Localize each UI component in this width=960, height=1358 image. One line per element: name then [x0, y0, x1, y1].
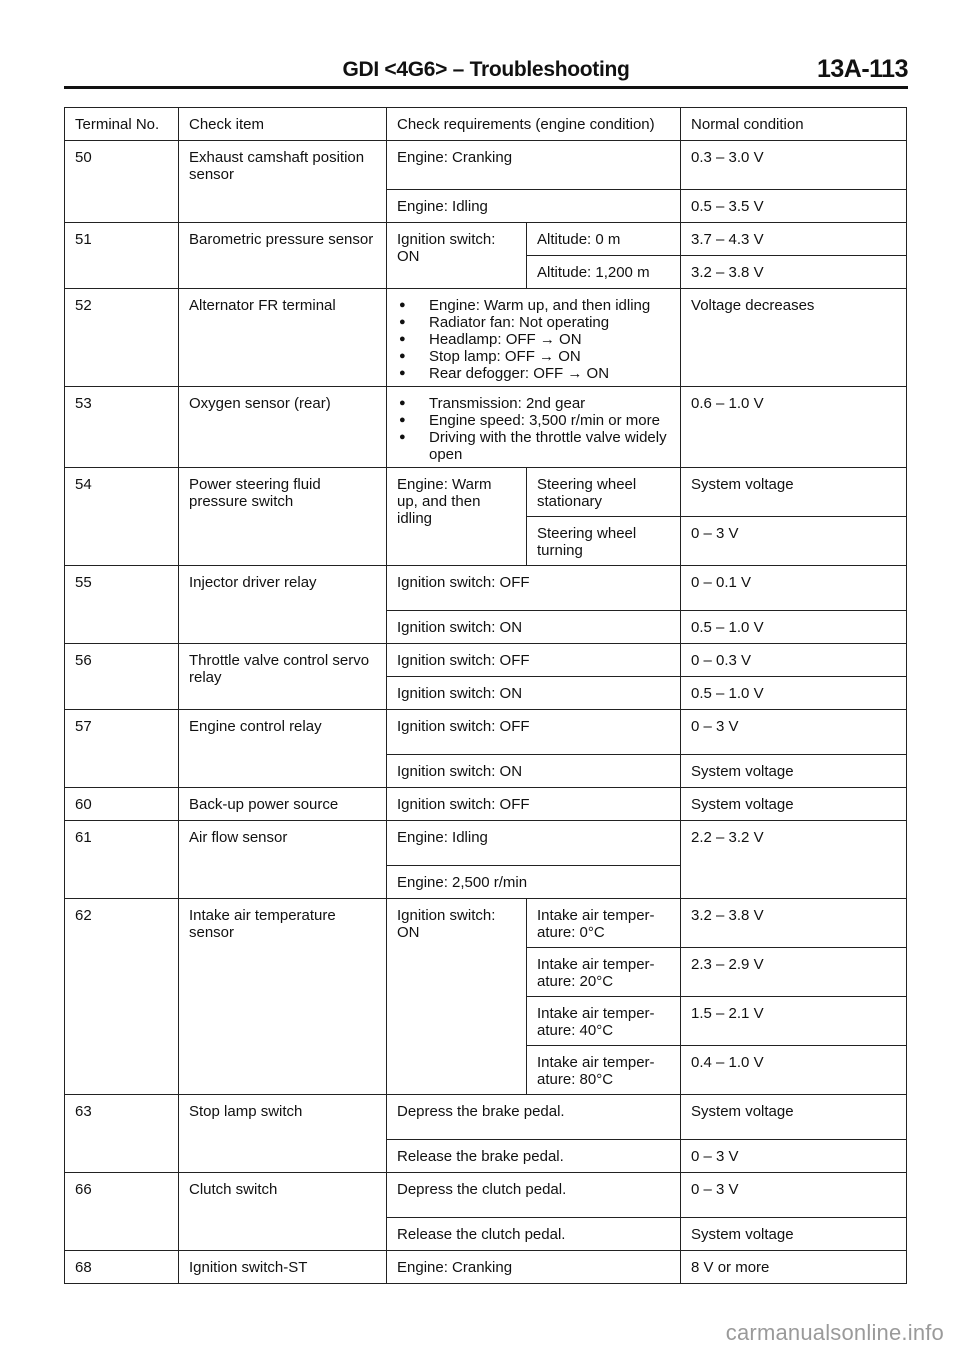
normal-condition: System voltage — [681, 755, 907, 788]
table-row — [65, 899, 907, 948]
terminal-number: 56 — [65, 644, 179, 710]
terminal-number: 57 — [65, 710, 179, 788]
terminal-number: 63 — [65, 1095, 179, 1173]
table-row — [65, 566, 907, 611]
table-row — [65, 821, 907, 866]
normal-condition: 1.5 – 2.1 V — [681, 997, 907, 1046]
check-requirement: Ignition switch: OFF — [387, 644, 681, 677]
normal-condition: 8 V or more — [681, 1251, 907, 1284]
check-item: Back-up power source — [179, 788, 387, 821]
check-requirement: Ignition switch: ON — [387, 223, 527, 289]
list-item: ● Rear defogger: OFF → ON — [397, 365, 670, 382]
check-requirement: Depress the clutch pedal. — [387, 1173, 681, 1218]
check-requirement: Engine: Cranking — [387, 1251, 681, 1284]
terminal-number: 50 — [65, 141, 179, 223]
table-row — [65, 141, 907, 190]
normal-condition: 0 – 3 V — [681, 710, 907, 755]
check-requirement: Engine: Cranking — [387, 141, 681, 190]
check-item: Barometric pressure sensor — [179, 223, 387, 289]
terminal-number: 51 — [65, 223, 179, 289]
list-item: ● Stop lamp: OFF → ON — [397, 348, 670, 365]
check-requirement: Depress the brake pedal. — [387, 1095, 681, 1140]
check-sub-requirement: Intake air temper- ature: 40°C — [527, 997, 681, 1046]
check-requirement: Engine: Idling — [387, 190, 681, 223]
check-sub-requirement: Altitude: 1,200 m — [527, 256, 681, 289]
column-header-check-item: Check item — [179, 108, 387, 141]
check-requirement: Ignition switch: OFF — [387, 788, 681, 821]
normal-condition: 0.5 – 1.0 V — [681, 677, 907, 710]
check-item: Exhaust camshaft position sensor — [179, 141, 387, 223]
header-rule — [64, 86, 908, 89]
check-requirement: Ignition switch: ON — [387, 611, 681, 644]
normal-condition: 0.6 – 1.0 V — [681, 387, 907, 468]
normal-condition: 3.7 – 4.3 V — [681, 223, 907, 256]
requirement-list — [397, 395, 670, 463]
table-row — [65, 1095, 907, 1140]
page-header — [64, 55, 908, 88]
check-sub-requirement: Intake air temper- ature: 0°C — [527, 899, 681, 948]
table-row — [65, 710, 907, 755]
check-item: Intake air temperature sensor — [179, 899, 387, 1095]
normal-condition: System voltage — [681, 1095, 907, 1140]
table-row — [65, 387, 907, 468]
check-requirement: Release the clutch pedal. — [387, 1218, 681, 1251]
list-item: ● Engine: Warm up, and then idling — [397, 297, 670, 314]
normal-condition: 2.2 – 3.2 V — [681, 821, 907, 899]
page-title: GDI <4G6> – Troubleshooting — [342, 58, 630, 81]
check-sub-requirement: Steering wheel turning — [527, 517, 681, 566]
check-requirement: Release the brake pedal. — [387, 1140, 681, 1173]
normal-condition: 0 – 3 V — [681, 1173, 907, 1218]
check-requirement: Engine: Warm up, and then idling — [387, 468, 527, 566]
check-item: Stop lamp switch — [179, 1095, 387, 1173]
page-number: 13A-113 — [816, 55, 908, 83]
normal-condition: 0 – 0.3 V — [681, 644, 907, 677]
list-item: ● Driving with the throttle valve widely open — [397, 429, 670, 463]
list-item: ● Transmission: 2nd gear — [397, 395, 670, 412]
terminal-number: 53 — [65, 387, 179, 468]
check-item: Engine control relay — [179, 710, 387, 788]
terminal-check-table — [64, 107, 907, 1284]
table-row — [65, 788, 907, 821]
column-header-terminal: Terminal No. — [65, 108, 179, 141]
table-header-row — [65, 108, 907, 141]
check-requirement: Engine: 2,500 r/min — [387, 866, 681, 899]
check-sub-requirement: Altitude: 0 m — [527, 223, 681, 256]
terminal-number: 62 — [65, 899, 179, 1095]
normal-condition: 3.2 – 3.8 V — [681, 899, 907, 948]
normal-condition: 0.5 – 3.5 V — [681, 190, 907, 223]
check-item: Clutch switch — [179, 1173, 387, 1251]
requirement-list — [397, 297, 670, 382]
normal-condition: 0 – 3 V — [681, 1140, 907, 1173]
check-requirement: Ignition switch: ON — [387, 755, 681, 788]
column-header-requirements: Check requirements (engine condition) — [387, 108, 681, 141]
check-requirement: Ignition switch: OFF — [387, 566, 681, 611]
check-item: Injector driver relay — [179, 566, 387, 644]
check-requirement — [387, 387, 681, 468]
terminal-number: 66 — [65, 1173, 179, 1251]
list-item: ● Headlamp: OFF → ON — [397, 331, 670, 348]
check-requirement: Engine: Idling — [387, 821, 681, 866]
normal-condition: 0.5 – 1.0 V — [681, 611, 907, 644]
check-requirement — [387, 289, 681, 387]
normal-condition: System voltage — [681, 788, 907, 821]
normal-condition: 0.3 – 3.0 V — [681, 141, 907, 190]
normal-condition: System voltage — [681, 1218, 907, 1251]
check-item: Air flow sensor — [179, 821, 387, 899]
terminal-number: 52 — [65, 289, 179, 387]
normal-condition: 2.3 – 2.9 V — [681, 948, 907, 997]
normal-condition: 0 – 0.1 V — [681, 566, 907, 611]
table-row — [65, 289, 907, 387]
terminal-number: 68 — [65, 1251, 179, 1284]
check-item: Oxygen sensor (rear) — [179, 387, 387, 468]
normal-condition: Voltage decreases — [681, 289, 907, 387]
table-row — [65, 223, 907, 256]
check-item: Throttle valve control servo relay — [179, 644, 387, 710]
normal-condition: 0.4 – 1.0 V — [681, 1046, 907, 1095]
check-sub-requirement: Steering wheel stationary — [527, 468, 681, 517]
table-row — [65, 468, 907, 517]
column-header-normal-condition: Normal condition — [681, 108, 907, 141]
check-requirement: Ignition switch: OFF — [387, 710, 681, 755]
watermark: carmanualsonline.info — [725, 1320, 944, 1345]
terminal-number: 60 — [65, 788, 179, 821]
terminal-number: 61 — [65, 821, 179, 899]
table-row — [65, 1173, 907, 1218]
normal-condition: 0 – 3 V — [681, 517, 907, 566]
normal-condition: 3.2 – 3.8 V — [681, 256, 907, 289]
check-item: Alternator FR terminal — [179, 289, 387, 387]
check-requirement: Ignition switch: ON — [387, 899, 527, 1095]
normal-condition: System voltage — [681, 468, 907, 517]
list-item: ● Engine speed: 3,500 r/min or more — [397, 412, 670, 429]
terminal-number: 54 — [65, 468, 179, 566]
list-item: ● Radiator fan: Not operating — [397, 314, 670, 331]
terminal-number: 55 — [65, 566, 179, 644]
table-row — [65, 1251, 907, 1284]
check-item: Power steering fluid pressure switch — [179, 468, 387, 566]
check-sub-requirement: Intake air temper- ature: 80°C — [527, 1046, 681, 1095]
check-sub-requirement: Intake air temper- ature: 20°C — [527, 948, 681, 997]
check-requirement: Ignition switch: ON — [387, 677, 681, 710]
table-row — [65, 644, 907, 677]
check-item: Ignition switch-ST — [179, 1251, 387, 1284]
